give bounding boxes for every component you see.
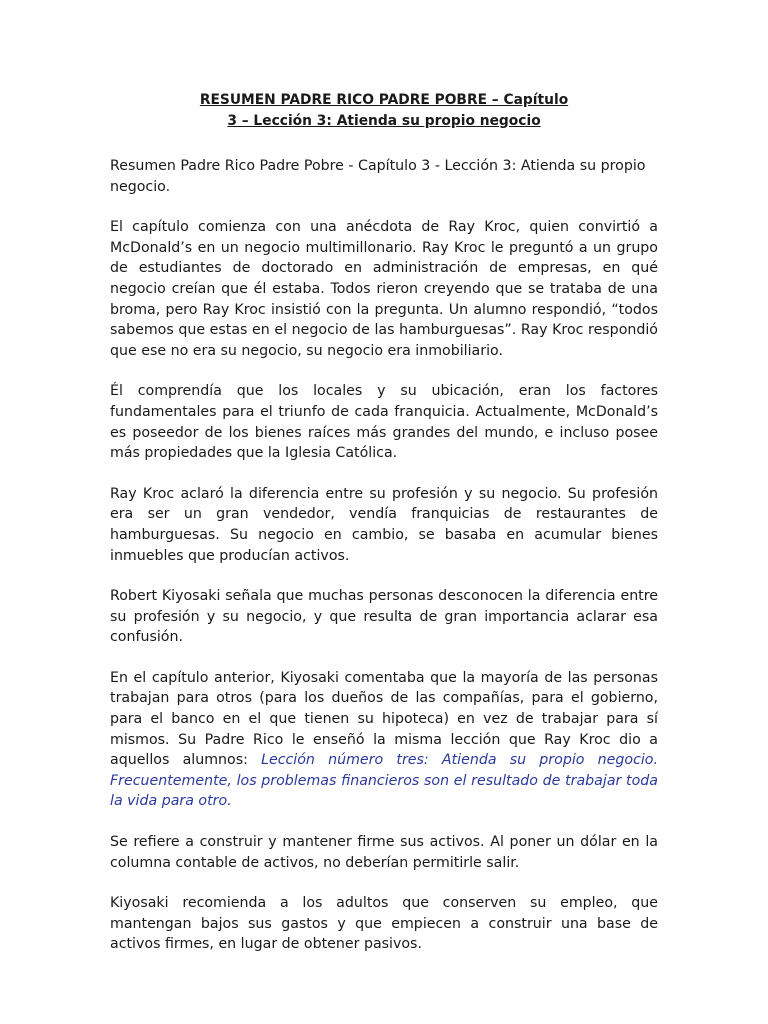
paragraph-ray-kroc-anecdote: El capítulo comienza con una anécdota de Ray Kroc, quien convirtió a McDonald’s en un negocio multimillonario. Ray Kroc le preguntó a un grupo de estudiantes de doctorado en administración de empresas, en qué negocio creían que él estaba. Todos rieron creyendo que se trataba de una broma, pero Ray Kroc insistió con la pregunta. Un alumno respondió, “todos sabemos que estas en el negocio de las hamburguesas”. Ray Kroc respondió que ese no era su negocio, su negocio era inmobiliario.	[110, 219, 658, 359]
paragraph-profession-vs-business: Ray Kroc aclaró la diferencia entre su profesión y su negocio. Su profesión era ser un gran vendedor, vendía franquicias de restaurantes de hamburguesas. Su negocio en cambio, se basaba en acumular bienes inmuebles que producían activos.	[110, 485, 658, 564]
paragraph-recommendation: Kiyosaki recomienda a los adultos que conserven su empleo, que mantengan bajos sus gastos y que empiecen a construir una base de activos firmes, en lugar de obtener pasivos.	[110, 895, 658, 953]
document-page	[110, 90, 658, 975]
paragraph-intro: Resumen Padre Rico Padre Pobre - Capítulo 3 - Lección 3: Atienda su propio negocio.	[110, 158, 646, 195]
title-line-1: RESUMEN PADRE RICO PADRE POBRE – Capítulo	[199, 92, 569, 108]
document-title	[110, 90, 658, 131]
title-line-2: 3 – Lección 3: Atienda su propio negocio	[227, 112, 541, 129]
paragraph-locales: Él comprendía que los locales y su ubicación, eran los factores fundamentales para el triunfo de cada franquicia. Actualmente, McDonald’s es poseedor de los bienes raíces más grandes del mundo, e incluso posee más propiedades que la Iglesia Católica.	[110, 383, 658, 462]
paragraph-kiyosaki-confusion: Robert Kiyosaki señala que muchas personas desconocen la diferencia entre su profesión y su negocio, y que resulta de gran importancia aclarar esa confusión.	[110, 588, 658, 646]
lesson-three-highlight: Lección número tres: Atienda su propio negocio. Frecuentemente, los problemas financieros son el resultado de trabajar toda la vida para otro.	[110, 752, 658, 810]
previous-chapter-text: En el capítulo anterior, Kiyosaki comentaba que la mayoría de las personas trabajan para otros (para los dueños de las compañías, para el gobierno, para el banco en el que tienen su hipoteca) en vez de trabajar para sí mismos. Su Padre Rico le enseñó la misma lección que Ray Kroc dio a aquellos alumnos:	[110, 669, 658, 769]
paragraph-assets: Se refiere a construir y mantener firme sus activos. Al poner un dólar en la columna contable de activos, no deberían permitirle salir.	[110, 834, 658, 871]
paragraph-previous-chapter	[110, 668, 658, 812]
